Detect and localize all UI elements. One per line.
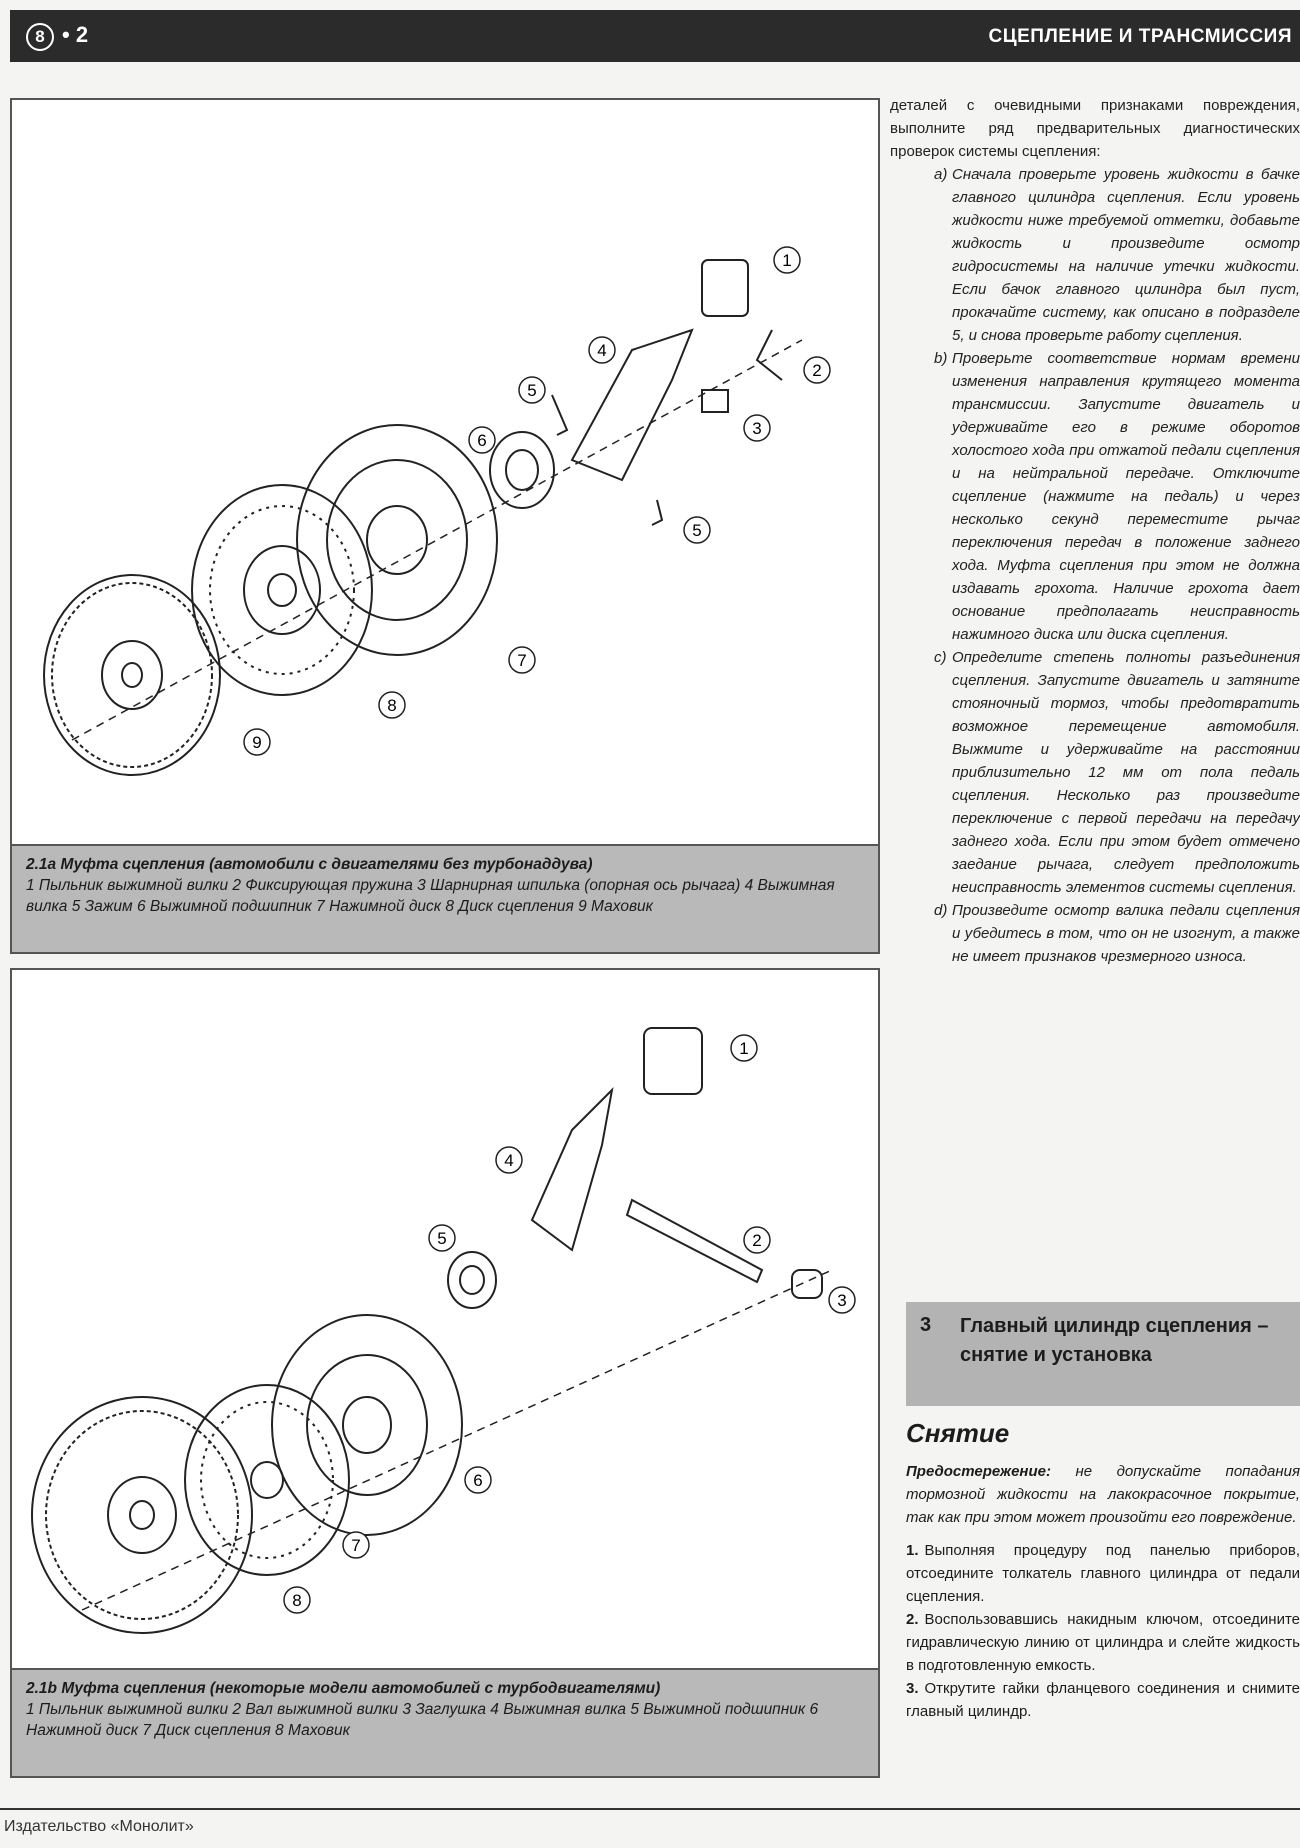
release-bearing-drawing	[490, 432, 554, 508]
list-marker: c)	[934, 649, 947, 666]
callout-5b-label: 5	[692, 521, 702, 540]
step-number: 1.	[906, 1542, 919, 1559]
list-marker: d)	[934, 902, 948, 919]
callout-b2-label: 2	[752, 1231, 762, 1250]
callout-b7-label: 7	[351, 1536, 361, 1555]
page-header	[10, 10, 1300, 62]
warning-text: не допускайте попадания тормозной жидкости на лакокрасочное покрытие, так как при этом может произойти его повреждение.	[906, 1463, 1300, 1526]
page-separator: •	[62, 22, 76, 47]
spring-drawing	[757, 330, 782, 380]
boot-drawing	[702, 260, 748, 316]
list-marker: a)	[934, 166, 948, 183]
callout-b5	[429, 1225, 455, 1251]
list-item	[890, 646, 1300, 899]
step-number: 2.	[906, 1611, 919, 1628]
callout-b8-label: 8	[292, 1591, 302, 1610]
callout-b1-label: 1	[739, 1039, 749, 1058]
step-item	[906, 1539, 1300, 1608]
chapter-badge: 8	[26, 23, 54, 51]
intro-paragraph: деталей с очевидными признаками повреждения, выполните ряд предварительных диагностических проверок системы сцепления:	[890, 97, 1300, 160]
figure-2-caption-text: 1 Пыльник выжимной вилки 2 Вал выжимной вилки 3 Заглушка 4 Выжимная вилка 5 Выжимной подшипник 6 Нажимной диск 7 Диск сцепления 8 Маховик	[26, 1701, 819, 1739]
flywheel-drawing-2	[32, 1397, 252, 1633]
callout-2-label: 2	[812, 361, 822, 380]
figure-2-caption	[12, 1668, 878, 1776]
boot-drawing-2	[644, 1028, 702, 1094]
figure-2-1a	[10, 98, 880, 954]
callout-8-label: 8	[387, 696, 397, 715]
step-text: Открутите гайки фланцевого соединения и снимите главный цилиндр.	[906, 1680, 1300, 1720]
pivot-stud-drawing	[702, 390, 728, 412]
publisher-footer: Издательство «Монолит»	[4, 1818, 194, 1835]
callout-b2	[744, 1227, 770, 1253]
callout-9	[244, 729, 270, 755]
clip-drawing	[552, 395, 567, 435]
callout-2	[804, 357, 830, 383]
callout-9-label: 9	[252, 733, 262, 752]
warning-paragraph	[906, 1460, 1300, 1529]
clutch-diagram-1	[12, 100, 878, 844]
fork-shaft-drawing	[627, 1200, 762, 1282]
page-number-value: 2	[75, 22, 89, 47]
step-number: 3.	[906, 1680, 919, 1697]
list-item-text: Сначала проверьте уровень жидкости в бачке главного цилиндра сцепления. Если уровень жидкости ниже требуемой отметки, добавьте жидкость и произведите осмотр гидросистемы на наличие утечки жидкости. Если бачок главного цилиндра был пуст, прокачайте систему, как описано в подразделе 5, и снова проверьте работу сцепления.	[952, 166, 1300, 344]
callout-5a-label: 5	[527, 381, 537, 400]
figure-1-caption-title: 2.1a Муфта сцепления (автомобили с двигателями без турбонаддува)	[26, 856, 593, 873]
section-3-heading	[906, 1302, 1300, 1406]
list-item-text: Проверьте соответствие нормам времени изменения направления крутящего момента трансмиссии. Запустите двигатель и удерживайте его в режиме оборотов холостого хода при отжатой педали сцепления и на нейтральной передаче. Отключите сцепление (нажмите на педаль) и через несколько секунд переместите рычаг переключения передач в положение заднего хода. Муфта сцепления при этом не должна издавать грохота. Наличие грохота дает основание предполагать неисправность нажимного диска или диска сцепления.	[952, 350, 1300, 643]
section-3-body	[906, 1460, 1300, 1723]
callout-b8	[284, 1587, 310, 1613]
callout-6	[469, 427, 495, 453]
callout-b4-label: 4	[504, 1151, 514, 1170]
step-item	[906, 1677, 1300, 1723]
pressure-plate-drawing-2	[272, 1315, 462, 1535]
release-fork-drawing-2	[532, 1090, 612, 1250]
figure-1-caption	[12, 844, 878, 952]
warning-label: Предостережение:	[906, 1463, 1051, 1480]
plug-drawing	[792, 1270, 822, 1298]
callout-b1	[731, 1035, 757, 1061]
callout-1	[774, 247, 800, 273]
callout-4-label: 4	[597, 341, 607, 360]
callout-4	[589, 337, 615, 363]
step-item	[906, 1608, 1300, 1677]
callout-b3-label: 3	[837, 1291, 847, 1310]
list-item	[890, 163, 1300, 347]
footer-divider	[0, 1808, 1300, 1810]
callout-7-label: 7	[517, 651, 527, 670]
removal-steps	[906, 1539, 1300, 1723]
step-text: Выполняя процедуру под панелью приборов, отсоедините толкатель главного цилиндра от педали сцепления.	[906, 1542, 1300, 1605]
section-heading-title: Главный цилиндр сцепления – снятие и установка	[960, 1315, 1269, 1366]
callout-8	[379, 692, 405, 718]
callout-b4	[496, 1147, 522, 1173]
callout-b3	[829, 1287, 855, 1313]
subheading-removal: Снятие	[906, 1418, 1010, 1448]
diagnostic-list	[890, 163, 1300, 968]
callout-3-label: 3	[752, 419, 762, 438]
callout-5a	[519, 377, 545, 403]
figure-2-caption-title: 2.1b Муфта сцепления (некоторые модели автомобилей с турбодвигателями)	[26, 1680, 661, 1697]
figure-2-1b	[10, 968, 880, 1778]
figure-1-caption-text: 1 Пыльник выжимной вилки 2 Фиксирующая пружина 3 Шарнирная шпилька (опорная ось рычага) 4 Выжимная вилка 5 Зажим 6 Выжимной подшипник 7 Нажимной диск 8 Диск сцепления 9 Маховик	[26, 877, 835, 915]
clip2-drawing	[652, 500, 662, 525]
section-number: 3	[920, 1314, 932, 1336]
callout-b6	[465, 1467, 491, 1493]
list-item	[890, 899, 1300, 968]
release-bearing-drawing-2	[448, 1252, 496, 1308]
list-marker: b)	[934, 350, 948, 367]
clutch-disc-drawing-2	[185, 1385, 349, 1575]
callout-b6-label: 6	[473, 1471, 483, 1490]
list-item	[890, 347, 1300, 646]
pressure-plate-drawing	[297, 425, 497, 655]
page-number	[26, 22, 88, 51]
callout-b5-label: 5	[437, 1229, 447, 1248]
section-title: СЦЕПЛЕНИЕ И ТРАНСМИССИЯ	[988, 26, 1292, 47]
right-column-text	[890, 94, 1300, 968]
list-item-text: Определите степень полноты разъединения сцепления. Запустите двигатель и затяните стояночный тормоз, чтобы предотвратить возможное перемещение автомобиля. Выжмите и удерживайте на расстоянии приблизительно 12 мм от пола педаль сцепления. Несколько раз произведите переключение с первой передачи на передачу заднего хода. Если при этом будет отмечено заедание рычага, следует предположить неисправность элементов системы сцепления.	[952, 649, 1300, 896]
callout-1-label: 1	[782, 251, 792, 270]
callout-3	[744, 415, 770, 441]
callout-b7	[343, 1532, 369, 1558]
clutch-diagram-2	[12, 970, 878, 1668]
callout-7	[509, 647, 535, 673]
step-text: Воспользовавшись накидным ключом, отсоедините гидравлическую линию от цилиндра и слейте жидкость в подготовленную емкость.	[906, 1611, 1300, 1674]
callout-6-label: 6	[477, 431, 487, 450]
list-item-text: Произведите осмотр валика педали сцепления и убедитесь в том, что он не изогнут, а также не имеет признаков чрезмерного износа.	[952, 902, 1300, 965]
callout-5b	[684, 517, 710, 543]
